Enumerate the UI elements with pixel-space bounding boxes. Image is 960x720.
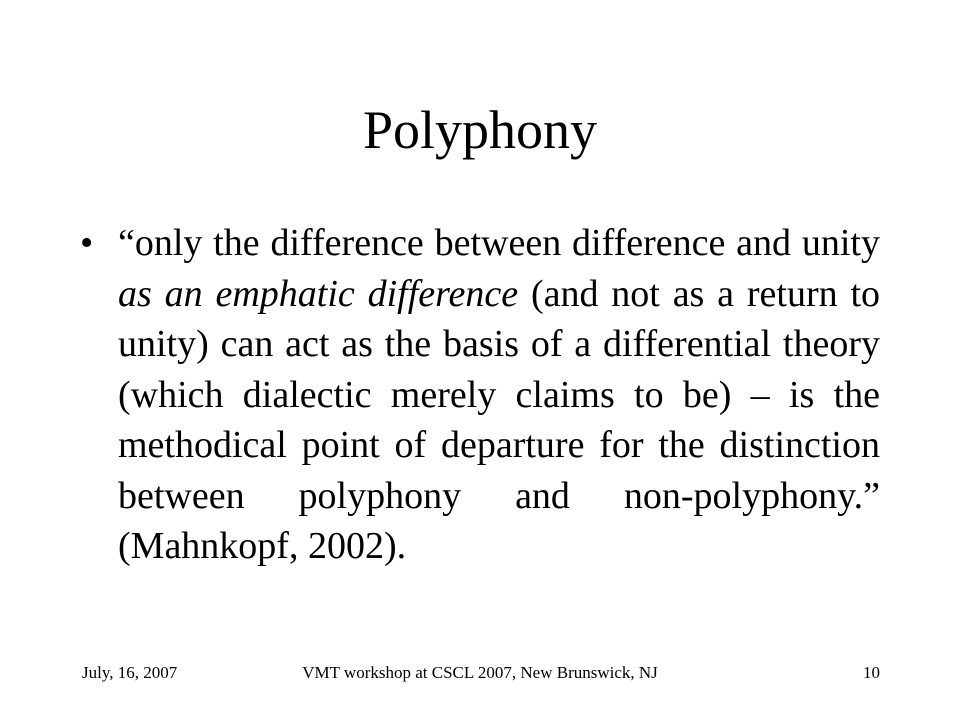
slide-title: Polyphony (362, 100, 598, 160)
bullet-item (80, 218, 880, 572)
slide-number: 10 (863, 663, 880, 682)
footer-date: July, 16, 2007 (82, 663, 178, 682)
quote-emphasis: as an emphatic difference (118, 272, 519, 315)
bullet-list (80, 218, 880, 572)
bullet-icon: • (80, 222, 94, 264)
quote-text (118, 222, 880, 567)
footer-event: VMT workshop at CSCL 2007, New Brunswick, NJ (302, 663, 658, 682)
quote-text-start: “only the difference between difference and unity (118, 222, 880, 264)
quote-text-end: (and not as a return to unity) can act as the basis of a differential theory (which dialectic merely claims to be) – is the methodical point of departure for the distinction between polyphony and non-polyphony.” (Mahnkopf, 2002). (118, 272, 881, 567)
